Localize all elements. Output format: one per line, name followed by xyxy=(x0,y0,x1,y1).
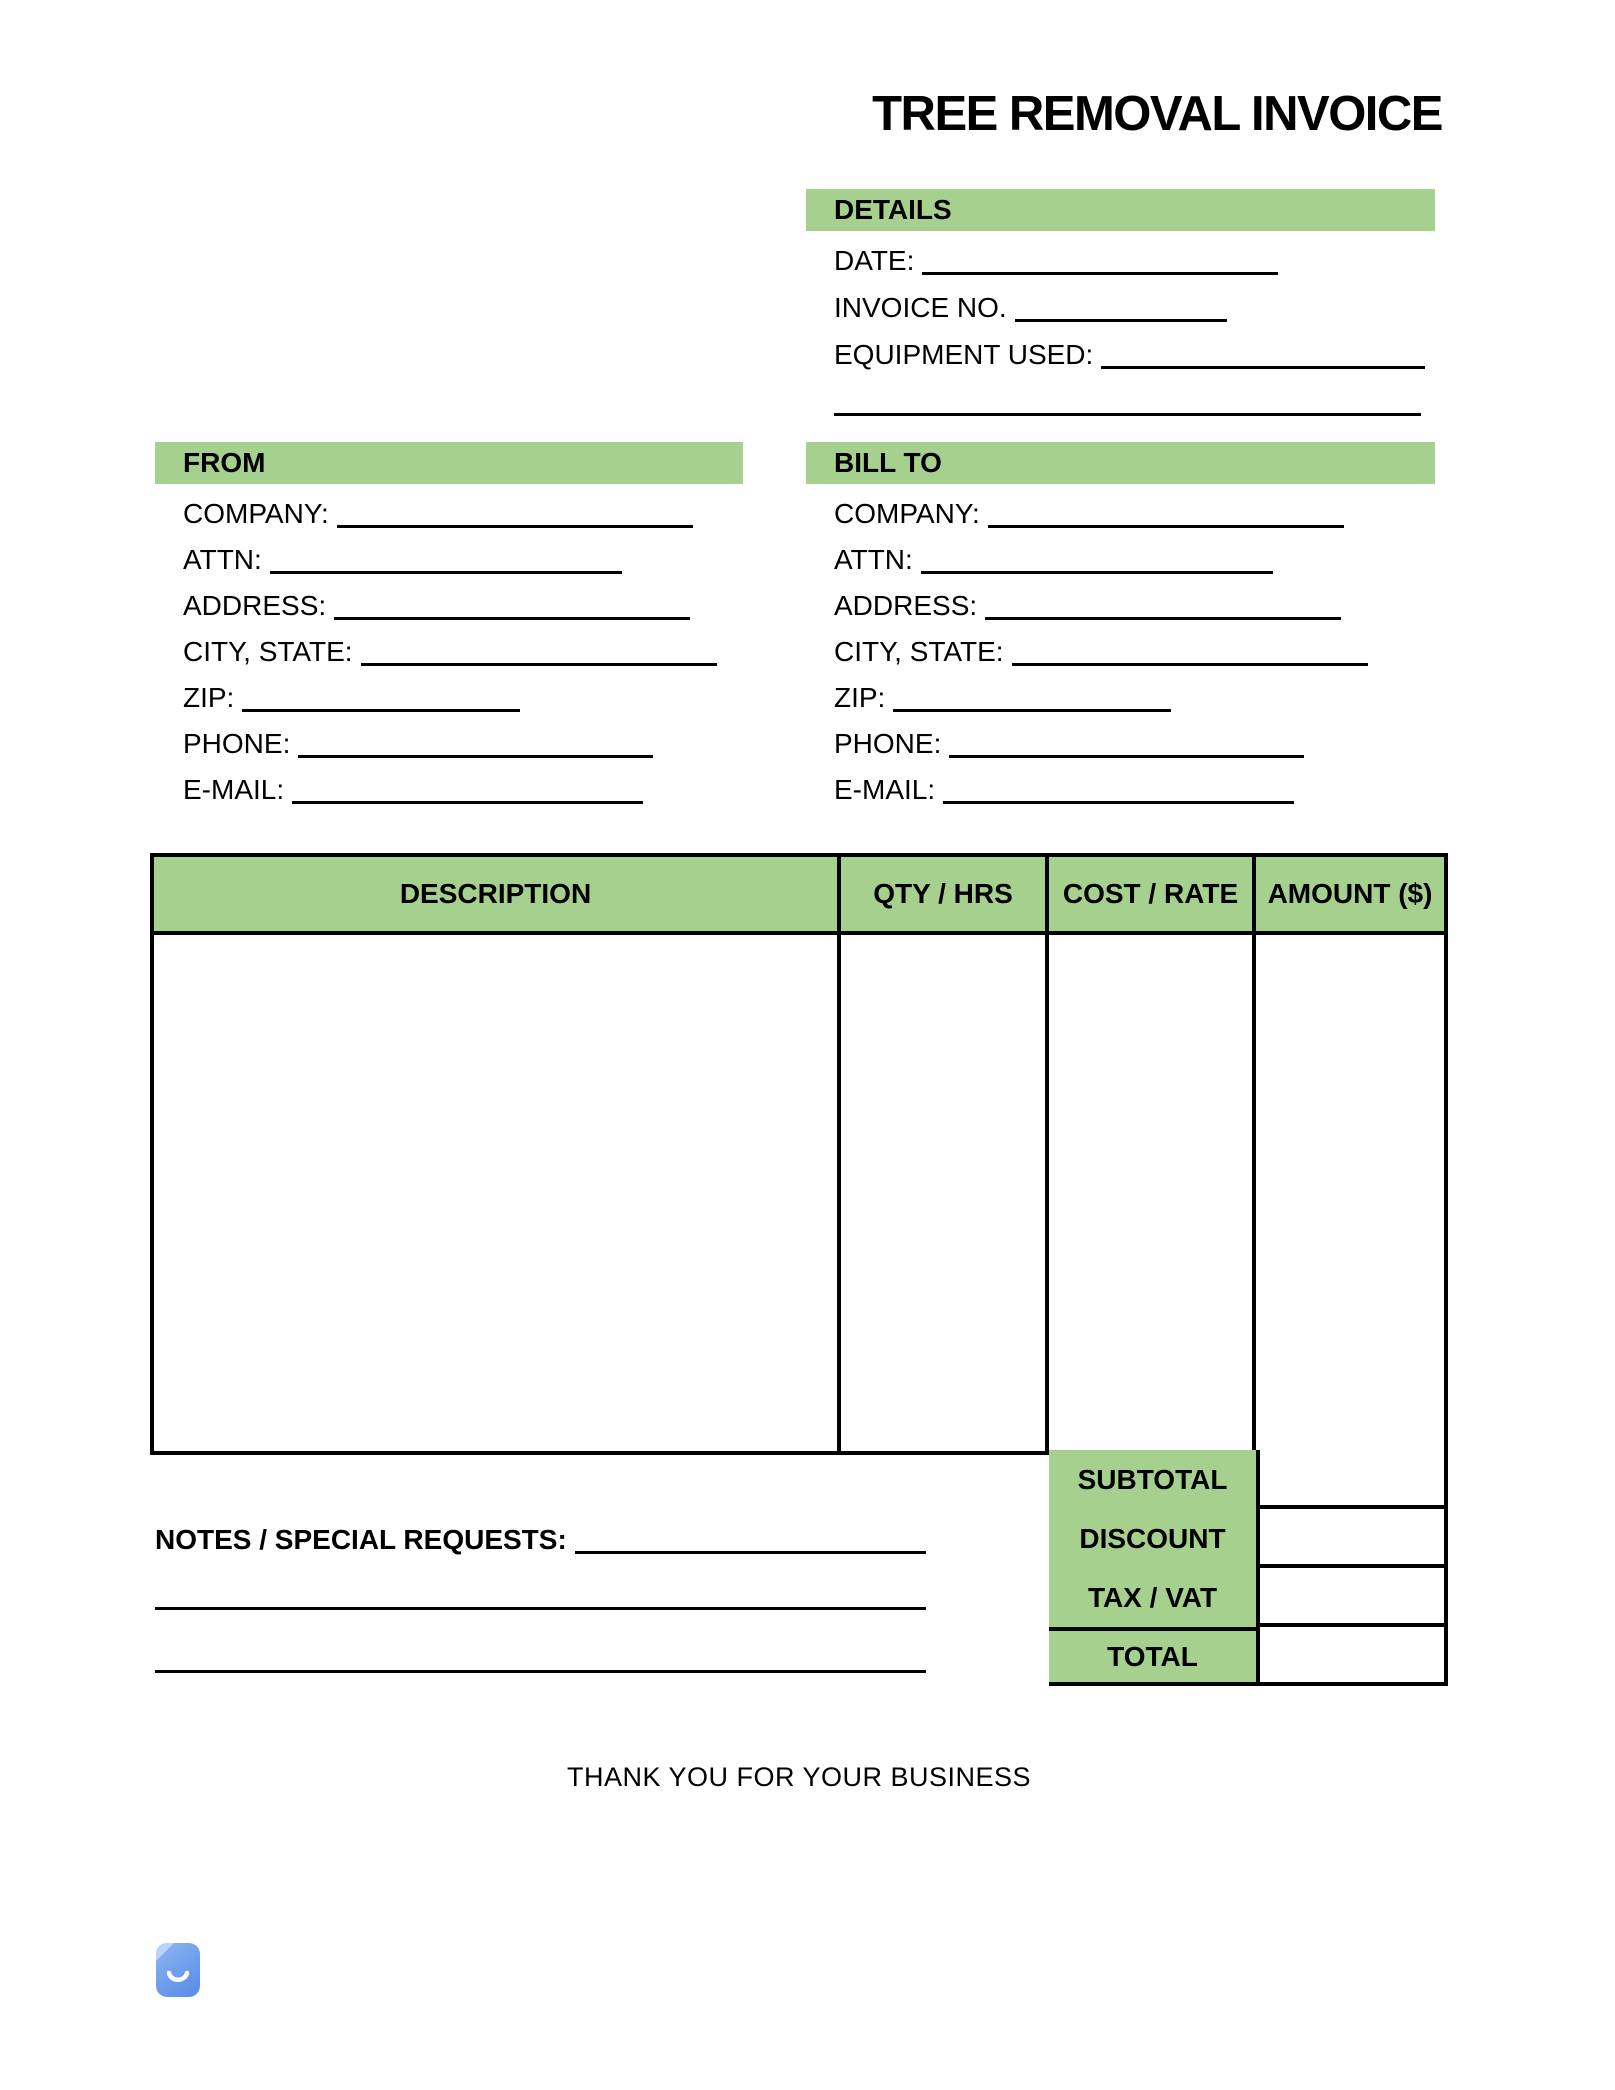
bill-to-company-field xyxy=(806,484,1435,530)
from-company-input-line[interactable] xyxy=(337,489,693,528)
bill-to-company-label: COMPANY: xyxy=(834,498,980,529)
line-items-table xyxy=(150,853,1448,1455)
discount-value-cell[interactable] xyxy=(1256,1509,1448,1568)
notes-field xyxy=(155,1510,926,1560)
bill-to-phone-field xyxy=(806,714,1435,760)
from-phone-field xyxy=(155,714,743,760)
equipment-used-field xyxy=(806,325,1435,372)
invoice-no-field xyxy=(806,278,1435,325)
from-zip-label: ZIP: xyxy=(183,682,235,713)
date-label: DATE: xyxy=(834,245,915,276)
notes-label: NOTES / SPECIAL REQUESTS: xyxy=(155,1524,567,1555)
bill-to-section-header: BILL TO xyxy=(806,442,1435,484)
invoice-no-input-line[interactable] xyxy=(1015,283,1227,322)
cost-rate-cell[interactable] xyxy=(1049,935,1256,1451)
from-section xyxy=(155,442,743,806)
totals-block xyxy=(1049,1450,1448,1686)
discount-row xyxy=(1049,1509,1448,1568)
date-input-line[interactable] xyxy=(922,236,1278,275)
equipment-used-continuation-line[interactable] xyxy=(834,377,1421,416)
from-attn-label: ATTN: xyxy=(183,544,262,575)
bill-to-email-field xyxy=(806,760,1435,806)
bill-to-phone-label: PHONE: xyxy=(834,728,942,759)
bill-to-email-input-line[interactable] xyxy=(943,765,1294,804)
bill-to-zip-input-line[interactable] xyxy=(893,673,1171,712)
column-header-amount: AMOUNT ($) xyxy=(1256,857,1444,931)
from-address-label: ADDRESS: xyxy=(183,590,327,621)
bill-to-address-input-line[interactable] xyxy=(985,581,1341,620)
from-phone-input-line[interactable] xyxy=(298,719,653,758)
line-items-header-row xyxy=(154,857,1444,935)
from-section-header: FROM xyxy=(155,442,743,484)
bill-to-section xyxy=(806,442,1435,806)
from-company-label: COMPANY: xyxy=(183,498,329,529)
date-field xyxy=(806,231,1435,278)
document-smile-icon xyxy=(156,1943,200,1997)
from-email-label: E-MAIL: xyxy=(183,774,285,805)
equipment-used-input-line[interactable] xyxy=(1101,330,1425,369)
details-section-header: DETAILS xyxy=(806,189,1435,231)
column-header-description: DESCRIPTION xyxy=(154,857,841,931)
qty-hrs-cell[interactable] xyxy=(841,935,1049,1451)
bill-to-city-state-input-line[interactable] xyxy=(1012,627,1368,666)
column-header-qty-hrs: QTY / HRS xyxy=(841,857,1049,931)
from-email-field xyxy=(155,760,743,806)
equipment-used-label: EQUIPMENT USED: xyxy=(834,339,1094,370)
bill-to-attn-field xyxy=(806,530,1435,576)
from-email-input-line[interactable] xyxy=(292,765,643,804)
line-items-body-row xyxy=(154,935,1444,1451)
from-company-field xyxy=(155,484,743,530)
from-attn-field xyxy=(155,530,743,576)
column-header-cost-rate: COST / RATE xyxy=(1049,857,1256,931)
tax-vat-label: TAX / VAT xyxy=(1049,1568,1256,1627)
bill-to-email-label: E-MAIL: xyxy=(834,774,936,805)
bill-to-city-state-field xyxy=(806,622,1435,668)
bill-to-phone-input-line[interactable] xyxy=(949,719,1304,758)
tax-vat-row xyxy=(1049,1568,1448,1627)
from-zip-field xyxy=(155,668,743,714)
total-row xyxy=(1049,1627,1448,1686)
bill-to-company-input-line[interactable] xyxy=(988,489,1344,528)
bill-to-address-label: ADDRESS: xyxy=(834,590,978,621)
from-attn-input-line[interactable] xyxy=(270,535,622,574)
bill-to-city-state-label: CITY, STATE: xyxy=(834,636,1004,667)
from-phone-label: PHONE: xyxy=(183,728,291,759)
from-city-state-label: CITY, STATE: xyxy=(183,636,353,667)
notes-input-line[interactable] xyxy=(575,1515,926,1554)
amount-cell[interactable] xyxy=(1256,935,1444,1451)
equipment-used-overflow xyxy=(806,372,1435,419)
page-title: TREE REMOVAL INVOICE xyxy=(872,87,1442,141)
from-city-state-input-line[interactable] xyxy=(361,627,717,666)
from-city-state-field xyxy=(155,622,743,668)
total-value-cell[interactable] xyxy=(1256,1627,1448,1686)
details-section xyxy=(806,189,1435,419)
from-address-field xyxy=(155,576,743,622)
subtotal-value-cell[interactable] xyxy=(1256,1450,1448,1509)
notes-line-3[interactable] xyxy=(155,1670,926,1673)
subtotal-label: SUBTOTAL xyxy=(1049,1450,1256,1509)
from-zip-input-line[interactable] xyxy=(242,673,520,712)
bill-to-attn-label: ATTN: xyxy=(834,544,913,575)
bill-to-zip-field xyxy=(806,668,1435,714)
tax-vat-value-cell[interactable] xyxy=(1256,1568,1448,1627)
subtotal-row xyxy=(1049,1450,1448,1509)
invoice-no-label: INVOICE NO. xyxy=(834,292,1007,323)
bill-to-zip-label: ZIP: xyxy=(834,682,886,713)
bill-to-address-field xyxy=(806,576,1435,622)
description-cell[interactable] xyxy=(154,935,841,1451)
from-address-input-line[interactable] xyxy=(334,581,690,620)
thank-you-note: THANK YOU FOR YOUR BUSINESS xyxy=(566,1762,1032,1792)
discount-label: DISCOUNT xyxy=(1049,1509,1256,1568)
notes-line-2[interactable] xyxy=(155,1607,926,1610)
total-label: TOTAL xyxy=(1049,1627,1256,1686)
bill-to-attn-input-line[interactable] xyxy=(921,535,1273,574)
